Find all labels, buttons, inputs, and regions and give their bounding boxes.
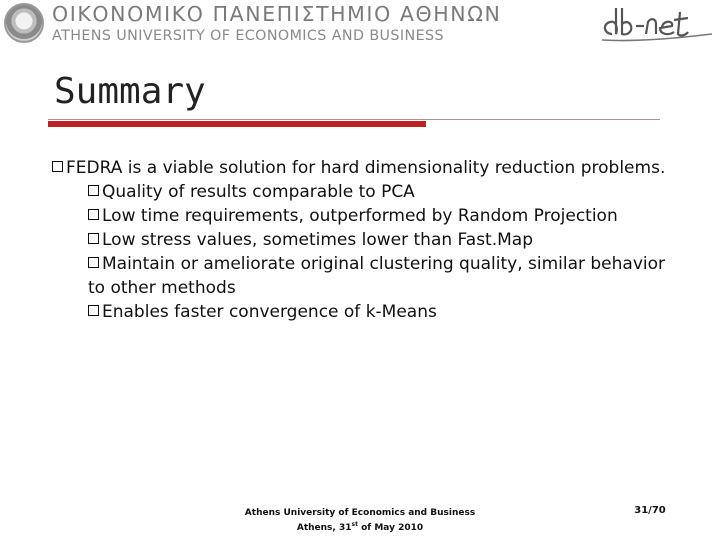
list-item-text: Low stress values, sometimes lower than Fast.Map: [102, 230, 533, 250]
slide-title: Summary: [54, 71, 206, 112]
list-item-text: FEDRA is a viable solution for hard dimensionality reduction problems.: [66, 158, 666, 178]
hollow-square-bullet-icon: [88, 233, 99, 244]
hollow-square-bullet-icon: [88, 257, 99, 268]
list-item: [52, 156, 672, 180]
bullet-list: [52, 156, 672, 324]
slide-header: [0, 0, 720, 50]
db-net-logo: [598, 4, 716, 46]
page-number: 31/70: [634, 505, 666, 516]
list-item: [88, 180, 672, 204]
hollow-square-bullet-icon: [52, 161, 63, 172]
footer-date: [230, 519, 490, 534]
hollow-square-bullet-icon: [88, 185, 99, 196]
title-divider: [48, 119, 660, 120]
list-item-text: Low time requirements, outperformed by Random Projection: [102, 206, 618, 226]
university-name-greek: ΟΙΚΟΝΟΜΙΚΟ ΠΑΝΕΠΙΣΤΗΜΙΟ ΑΘΗΝΩΝ: [52, 2, 502, 26]
list-item-text: Quality of results comparable to PCA: [102, 182, 415, 202]
list-item: [88, 252, 672, 300]
list-item-text: Enables faster convergence of k-Means: [102, 302, 437, 322]
hollow-square-bullet-icon: [88, 305, 99, 316]
list-item-text: Maintain or ameliorate original clustering quality, similar behavior to other methods: [88, 254, 666, 298]
footer-date-ordinal: st: [351, 521, 358, 528]
title-accent-bar: [48, 121, 426, 127]
footer-date-prefix: Athens, 31: [296, 523, 352, 533]
slide-footer: [230, 508, 490, 534]
hollow-square-bullet-icon: [88, 209, 99, 220]
footer-date-suffix: of May 2010: [357, 523, 424, 533]
list-item: [88, 204, 672, 228]
footer-institution: Athens University of Economics and Business: [244, 508, 476, 518]
list-item: [88, 300, 672, 324]
university-seal-icon: [4, 3, 44, 43]
university-name-english: ATHENS UNIVERSITY OF ECONOMICS AND BUSINESS: [52, 28, 444, 44]
list-item: [88, 228, 672, 252]
